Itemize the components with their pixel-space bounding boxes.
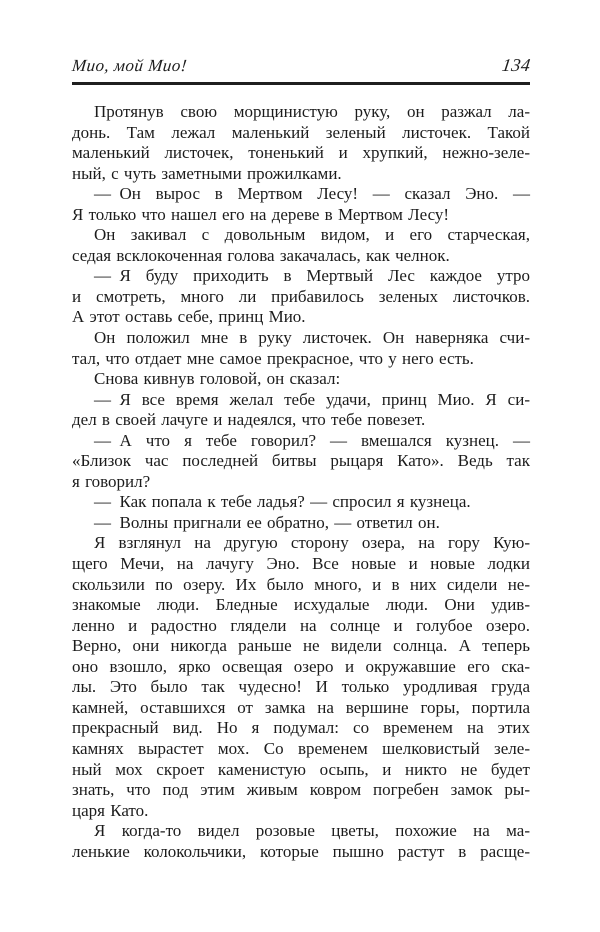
- text-line: Я взглянул на другую сторону озера, на гору Кую-: [94, 533, 530, 553]
- text-line: знакомые люди. Бледные исхудалые люди. Они удив-: [72, 595, 530, 615]
- text-line: лы. Это было так чудесно! И только уродливая груда: [72, 677, 530, 697]
- text-line: Я когда-то видел розовые цветы, похожие на ма-: [94, 821, 530, 841]
- text-line: скользили по озеру. Их было много, и в них сидели не-: [72, 574, 530, 594]
- text-line: ленькие колокольчики, которые пышно растут в расще-: [72, 841, 530, 861]
- text-line: я говорил?: [72, 471, 151, 491]
- text-line: щего Мечи, на лачугу Эно. Все новые и новые лодки: [72, 554, 530, 574]
- text-line: А этот оставь себе, принц Мио.: [72, 307, 306, 327]
- text-line: — Я буду приходить в Мертвый Лес каждое утро: [94, 266, 530, 286]
- text-line: Он положил мне в руку листочек. Он наверняка счи-: [94, 328, 530, 348]
- text-line: оно взошло, ярко освещая озеро и окружавшие его ска-: [72, 656, 530, 676]
- text-line: ный, с чуть заметными прожилками.: [72, 163, 342, 183]
- text-line: Протянув свою морщинистую руку, он разжал ла-: [94, 102, 530, 121]
- text-line: — Я все время желал тебе удачи, принц Мио. Я си-: [94, 389, 530, 409]
- text-line: — Он вырос в Мертвом Лесу! — сказал Эно. —: [94, 184, 530, 204]
- running-header: [72, 55, 530, 76]
- text-line: донь. Там лежал маленький зеленый листочек. Такой: [72, 122, 530, 142]
- body-text: [72, 102, 530, 862]
- text-line: и смотреть, много ли прибавилось зеленых листочков.: [72, 286, 530, 306]
- text-line: «Близок час последней битвы рыцаря Като». Ведь так: [72, 451, 530, 471]
- text-line: знать, что под этим живым ковром погребен замок ры-: [72, 780, 530, 800]
- page-number: 134: [500, 55, 532, 75]
- text-line: седая всклокоченная голова закачалась, как челнок.: [72, 245, 450, 265]
- text-line: ленно и радостно глядели на солнце и голубое озеро.: [72, 615, 530, 635]
- text-line: Снова кивнув головой, он сказал:: [94, 369, 341, 389]
- text-line: камней, оставшихся от замка на вершине горы, портила: [72, 697, 530, 717]
- header-rule: [72, 82, 530, 85]
- text-line: — А что я тебе говорил? — вмешался кузнец. —: [94, 430, 530, 450]
- text-line: царя Като.: [72, 800, 149, 820]
- text-line: камнях вырастет мох. Со временем шелковистый зеле-: [72, 738, 530, 758]
- text-line: — Волны пригнали ее обратно, — ответил он.: [94, 512, 440, 532]
- running-header-title: Мио, мой Мио!: [71, 56, 189, 75]
- text-line: ный мох скроет каменистую осыпь, и никто не будет: [72, 759, 530, 779]
- text-line: Верно, они никогда раньше не видели солнца. А теперь: [72, 636, 530, 656]
- text-line: дел в своей лачуге и надеялся, что тебе повезет.: [72, 410, 426, 430]
- page-content: [72, 0, 530, 862]
- text-line: тал, что отдает мне самое прекрасное, что у него есть.: [72, 348, 474, 368]
- text-line: — Как попала к тебе ладья? — спросил я кузнеца.: [94, 492, 471, 512]
- text-line: Он закивал с довольным видом, и его старческая,: [94, 225, 530, 245]
- text-line: Я только что нашел его на дереве в Мертвом Лесу!: [72, 204, 450, 224]
- text-line: прекрасный вид. Но я подумал: со временем на этих: [72, 718, 530, 738]
- text-line: маленький листочек, тоненький и хрупкий, нежно-зеле-: [72, 143, 530, 163]
